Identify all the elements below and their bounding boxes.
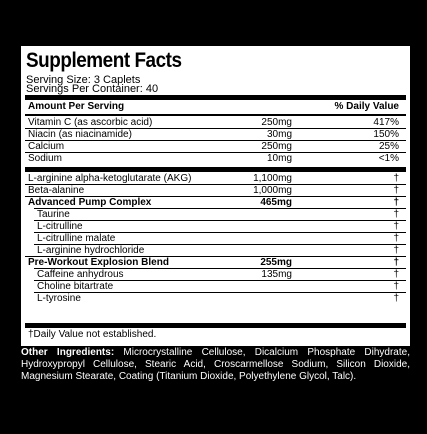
ingredient-name: Choline bitartrate [37,281,114,292]
ingredient-name: L-arginine hydrochloride [37,245,145,256]
ingredient-daily-value: † [393,293,399,304]
other-ingredients-label: Other Ingredients: [21,347,115,358]
header-daily-value: % Daily Value [334,101,399,112]
nutrient-daily-value: 25% [378,141,399,152]
blend-row [21,197,410,209]
ingredient-row [21,281,410,293]
ingredient-daily-value: † [393,245,399,256]
nutrient-name: Calcium [28,141,65,152]
ingredient-name: Beta-alanine [28,185,85,196]
other-ingredients-text: Microcrystalline Cellulose, Dicalcium Phosphate Dihydrate, Hydroxypropyl Cellulose, Stearic Acid, Croscarmellose Sodium, Silicon Dioxide, Magnesium Stearate, Coating (Titanium Dioxide, Polyethylene Glycol, Talc). [21,347,410,382]
blend-amount: 465mg [260,197,292,208]
ingredient-amount: 1,000mg [253,185,292,196]
thick-rule-bottom [25,323,406,328]
blend-daily-value: † [393,257,399,268]
ingredient-row [21,173,410,185]
blend-daily-value: † [393,197,399,208]
other-ingredients [21,347,410,383]
nutrient-row [21,129,410,141]
ingredient-name: L-tyrosine [37,293,81,304]
nutrient-daily-value: 150% [373,129,399,140]
nutrient-amount: 10mg [266,153,292,164]
ingredient-row [21,233,410,245]
ingredient-daily-value: † [393,185,399,196]
nutrient-amount: 250mg [261,117,292,128]
ingredient-amount: 135mg [261,269,292,280]
nutrient-name: Sodium [28,153,62,164]
daily-value-footnote: †Daily Value not established. [28,329,157,340]
ingredient-row [21,209,410,221]
panel-title: Supplement Facts [26,49,182,72]
ingredient-name: Caffeine anhydrous [37,269,124,280]
nutrient-name: Niacin (as niacinamide) [28,129,132,140]
blend-amount: 255mg [260,257,292,268]
nutrient-daily-value: <1% [378,153,399,164]
header-amount-per-serving: Amount Per Serving [28,101,125,112]
header-rule [25,114,406,116]
ingredient-name: L-arginine alpha-ketoglutarate (AKG) [28,173,192,184]
ingredient-daily-value: † [393,281,399,292]
nutrient-amount: 30mg [266,129,292,140]
ingredient-daily-value: † [393,233,399,244]
nutrient-name: Vitamin C (as ascorbic acid) [28,117,153,128]
nutrient-row [21,117,410,129]
supplement-facts-panel [21,46,410,346]
ingredient-name: L-citrulline malate [37,233,116,244]
ingredient-name: Taurine [37,209,70,220]
ingredient-row [21,185,410,197]
ingredient-amount: 1,100mg [253,173,292,184]
blend-name: Pre-Workout Explosion Blend [28,257,169,268]
blend-name: Advanced Pump Complex [28,197,152,208]
nutrient-amount: 250mg [261,141,292,152]
ingredient-daily-value: † [393,173,399,184]
ingredient-row [21,245,410,257]
servings-per-container: Servings Per Container: 40 [26,83,159,95]
thick-rule-middle [25,167,406,172]
ingredient-row [21,269,410,281]
column-header [21,100,410,114]
nutrient-row [21,153,410,165]
nutrient-daily-value: 417% [373,117,399,128]
blend-row [21,257,410,269]
serving-size: Serving Size: 3 Caplets [26,74,141,86]
ingredient-daily-value: † [393,269,399,280]
ingredient-daily-value: † [393,221,399,232]
ingredient-row [21,221,410,233]
ingredient-row [21,293,410,305]
ingredient-daily-value: † [393,209,399,220]
ingredient-name: L-citrulline [37,221,83,232]
nutrient-row [21,141,410,153]
